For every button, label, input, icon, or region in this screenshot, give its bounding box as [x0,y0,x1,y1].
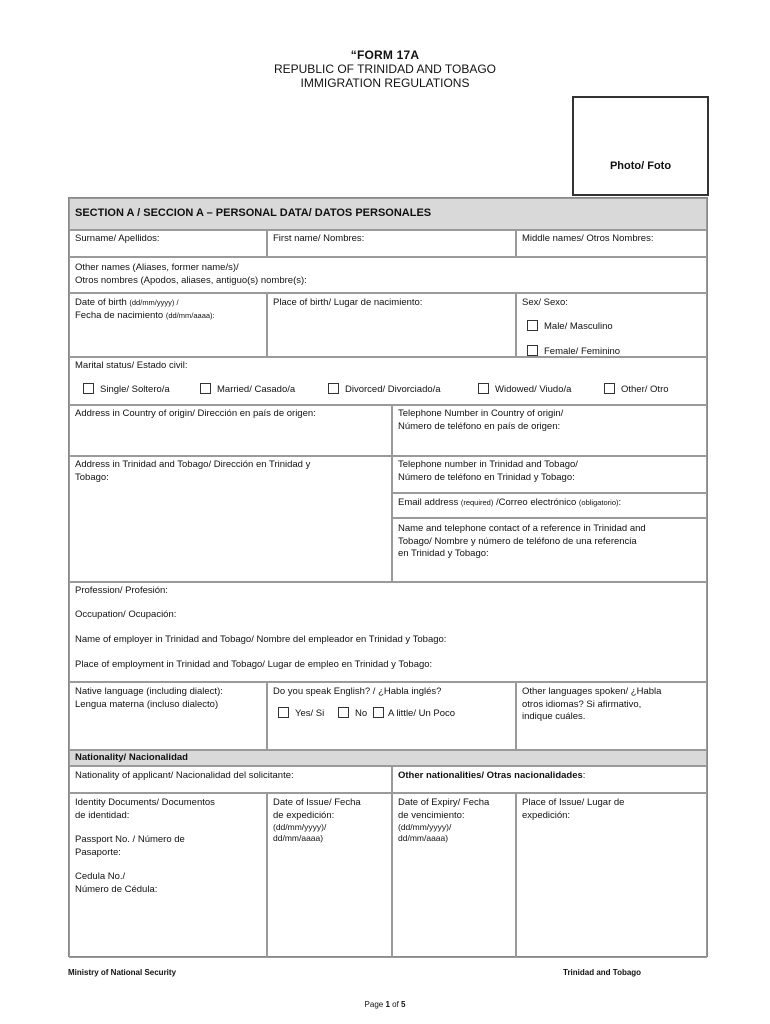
page-of: of [389,1000,402,1009]
other-names-label-en: Other names (Aliases, former name/s)/ [75,262,239,273]
yes-checkbox[interactable] [278,707,289,718]
no-label: No [355,708,368,719]
page-prefix: Page [364,1000,386,1009]
single-checkbox[interactable] [83,383,94,394]
middle-names-label: Middle names/ Otros Nombres: [522,233,654,244]
address-origin-field[interactable] [69,405,392,456]
english-option-yes[interactable] [278,707,324,719]
date-of-expiry-field[interactable] [392,793,516,958]
nationality-applicant-field[interactable] [69,766,392,793]
issue-format-2: dd/mm/aaaa) [273,833,324,843]
issue-label-1: Date of Issue/ Fecha [273,797,361,808]
email-obligatorio-note: (obligatorio) [578,498,619,507]
photo-box [572,96,709,196]
dob-label-en: Date of birth [75,297,127,308]
profession-field[interactable]: Profession/ Profesión: [75,585,168,596]
footer-ministry: Ministry of National Security [68,968,177,977]
date-of-birth-field[interactable] [69,293,267,357]
sex-label: Sex/ Sexo: [522,297,568,308]
place-issue-label-2: expedición: [522,809,571,821]
other-languages-label-3: indique cuáles. [522,711,586,722]
female-label: Female/ Feminino [544,346,621,357]
other-nationalities-field[interactable] [392,766,707,793]
other-languages-label-2: otros idiomas? Si afirmativo, [522,698,642,710]
reference-label-3: en Trinidad y Tobago: [398,548,489,559]
surname-field[interactable] [69,230,267,257]
cedula-label-1: Cedula No./ [75,871,126,882]
native-language-label-es: Lengua materna (incluso dialecto) [75,698,219,710]
male-checkbox[interactable] [527,320,538,331]
marital-status-field [69,357,707,405]
issue-label-2: de expedición: [273,809,335,821]
phone-origin-field[interactable] [392,405,707,456]
expiry-label-2: de vencimiento: [398,809,465,821]
sex-option-male[interactable] [527,320,613,332]
email-field[interactable] [392,493,707,518]
other-label: Other/ Otro [621,384,669,395]
regulations-heading: IMMIGRATION REGULATIONS [300,76,470,90]
marital-option-married[interactable] [200,383,295,395]
id-docs-label-1: Identity Documents/ Documentos [75,797,215,808]
expiry-format-2: dd/mm/aaaa) [398,833,449,843]
expiry-format-1: (dd/mm/yyyy)/ [398,822,452,832]
email-required-note: (required) [460,498,494,507]
first-name-label: First name/ Nombres: [273,233,365,244]
dob-label-es: Fecha de nacimiento [75,309,164,321]
nationality-applicant-label: Nationality of applicant/ Nacionalidad del solicitante: [75,770,294,781]
little-checkbox[interactable] [373,707,384,718]
other-nationalities-label: Other nationalities/ Otras nacionalidades [398,770,583,781]
surname-label: Surname/ Apellidos: [75,233,160,244]
phone-origin-label-en: Telephone Number in Country of origin/ [398,408,564,419]
place-of-issue-field[interactable] [516,793,707,958]
male-label: Male/ Masculino [544,321,613,332]
identity-documents-field [69,793,267,958]
nationality-title: Nationality/ Nacionalidad [69,750,707,766]
page-number: 1 [385,1000,390,1009]
date-of-issue-field[interactable] [267,793,392,958]
english-option-no[interactable] [338,707,367,719]
sex-option-female[interactable] [527,345,620,357]
expiry-label-1: Date of Expiry/ Fecha [398,797,490,808]
phone-origin-label-es: Número de teléfono en país de origen: [398,420,561,432]
english-question: Do you speak English? / ¿Habla inglés? [273,686,442,697]
single-label: Single/ Soltero/a [100,384,170,395]
marital-status-label: Marital status/ Estado civil: [75,360,188,371]
other-checkbox[interactable] [604,383,615,394]
other-nationalities-colon: : [582,770,586,781]
email-label-es: /Correo electrónico [496,497,577,508]
issue-format-1: (dd/mm/yyyy)/ [273,822,327,832]
little-label: A little/ Un Poco [388,708,456,719]
female-checkbox[interactable] [527,345,538,356]
form-number: “FORM 17A [350,48,420,62]
other-names-field[interactable] [69,257,707,293]
marital-option-divorced[interactable] [328,383,441,395]
reference-label-2: Tobago/ Nombre y número de teléfono de una referencia [398,535,637,547]
occupation-field[interactable]: Occupation/ Ocupación: [75,609,177,620]
address-tt-label-1: Address in Trinidad and Tobago/ Dirección en Trinidad y [75,459,311,470]
no-checkbox[interactable] [338,707,349,718]
native-language-label-en: Native language (including dialect): [75,686,223,697]
place-issue-label-1: Place of Issue/ Lugar de [522,797,625,808]
other-languages-field[interactable] [516,682,707,750]
married-label: Married/ Casado/a [217,384,296,395]
reference-label-1: Name and telephone contact of a reference in Trinidad and [398,523,646,534]
divorced-label: Divorced/ Divorciado/a [345,384,441,395]
yes-label: Yes/ Si [295,708,325,719]
marital-option-single[interactable] [83,383,170,395]
reference-contact-field[interactable] [392,518,707,582]
id-docs-label-2: de identidad: [75,809,130,821]
place-of-birth-label: Place of birth/ Lugar de nacimiento: [273,297,423,308]
other-names-label-es: Otros nombres (Apodos, aliases, antiguo(s) nombre(s): [75,274,307,286]
english-option-little[interactable] [373,707,455,719]
cedula-label-2: Número de Cédula: [75,883,158,895]
email-label: Email address [398,497,459,508]
form-frame [68,197,708,957]
widowed-checkbox[interactable] [478,383,489,394]
dob-format-en: (dd/mm/yyyy) / [129,298,179,307]
passport-label-1: Passport No. / Número de [75,834,185,845]
page-indicator [0,1000,770,1009]
footer-country: Trinidad and Tobago [563,968,642,977]
photo-label: Photo/ Foto [609,160,672,172]
native-language-field[interactable] [69,682,267,750]
dob-format-es: (dd/mm/aaaa): [165,310,215,320]
address-origin-label: Address in Country of origin/ Dirección en país de origen: [75,408,316,419]
employer-field[interactable]: Name of employer in Trinidad and Tobago/ Nombre del empleador en Trinidad y Tobago: [75,634,447,645]
address-tt-label-2: Tobago: [75,471,109,483]
first-name-field[interactable] [267,230,516,257]
page-total: 5 [401,1000,406,1009]
place-of-employment-field[interactable]: Place of employment in Trinidad and Tobago/ Lugar de empleo en Trinidad y Tobago: [75,659,433,670]
address-tt-field[interactable] [69,456,392,582]
email-colon: : [618,497,622,508]
section-a-title: SECTION A / SECCION A – PERSONAL DATA/ DATOS PERSONALES [69,198,707,230]
married-checkbox[interactable] [200,383,211,394]
phone-tt-label-es: Número de teléfono en Trinidad y Tobago: [398,471,575,483]
phone-tt-field[interactable] [392,456,707,493]
other-languages-label-1: Other languages spoken/ ¿Habla [522,686,662,697]
phone-tt-label-en: Telephone number in Trinidad and Tobago/ [398,459,578,470]
marital-option-widowed[interactable] [478,383,571,395]
passport-label-2: Pasaporte: [75,846,121,858]
marital-option-other[interactable] [604,383,669,395]
widowed-label: Widowed/ Viudo/a [495,384,572,395]
place-of-birth-field[interactable] [267,293,516,357]
divorced-checkbox[interactable] [328,383,339,394]
country-heading: REPUBLIC OF TRINIDAD AND TOBAGO [273,62,497,76]
middle-names-field[interactable] [516,230,707,257]
